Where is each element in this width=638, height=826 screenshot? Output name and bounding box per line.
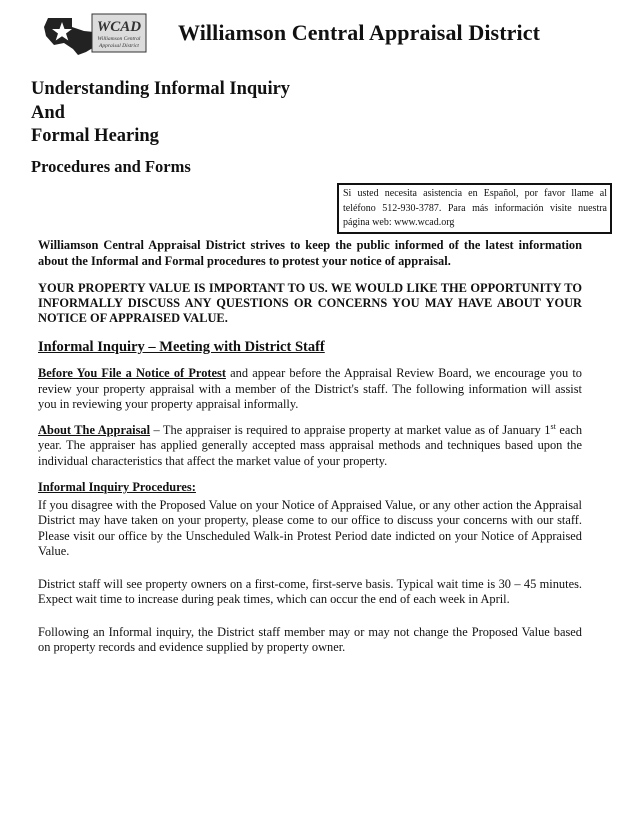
header-title: Williamson Central Appraisal District — [178, 20, 541, 45]
spanish-notice-box: Si usted necesita asistencia en Español, por favor llame al teléfono 512-930-3787. Para más información visite nuestra página web: www.wcad.org — [337, 183, 612, 234]
subtitle: Procedures and Forms — [31, 157, 191, 176]
wait-paragraph: District staff will see property owners on a first-come, first-serve basis. Typical wait time is 30 – 45 minutes. Expect wait time to increase during peak times, which can occur the end of each week in April. — [38, 576, 582, 606]
about-appraisal-sup: st — [550, 421, 556, 431]
procedures-heading — [38, 480, 582, 496]
logo-subtitle-2: Appraisal District — [99, 43, 139, 49]
document-title — [31, 78, 290, 149]
title-line-1: Understanding Informal Inquiry — [31, 79, 291, 99]
about-appraisal-lead: About The Appraisal — [38, 422, 151, 437]
before-protest-text: and appear before the Appraisal Review Board, we encourage you to review your property appraisal with a member of the District's staff. The following information will assist you in reviewing your property appraisal informally. — [38, 366, 582, 411]
before-protest-paragraph — [38, 366, 582, 413]
caps-statement: YOUR PROPERTY VALUE IS IMPORTANT TO US. WE WOULD LIKE THE OPPORTUNITY TO INFORMALLY DISCUSS ANY QUESTIONS OR CONCERNS YOU MAY HAVE ABOUT YOUR NOTICE OF APPRAISED VALUE. — [38, 281, 582, 325]
title-line-2: And — [31, 102, 65, 123]
procedures-paragraph: If you disagree with the Proposed Value on your Notice of Appraised Value, or any other action the Appraisal District may have taken on your property, please come to our office to discuss your concerns with our staff. Please visit our office by the Unscheduled Walk-in Protest Period date indicted on your Notice of Appraised Value. — [38, 497, 582, 558]
texas-map-icon — [44, 18, 96, 55]
document-body — [38, 238, 582, 656]
wcad-logo — [42, 12, 150, 56]
about-appraisal-text-2: each year. The appraiser has applied generally accepted mass appraisal methods and techniques based upon the individual characteristics that affect the market value of your property. — [38, 422, 583, 468]
logo-text: WCAD — [96, 19, 142, 35]
about-appraisal-text-1: – The appraiser is required to appraise property at market value as of January 1 — [150, 422, 551, 437]
about-appraisal-paragraph — [38, 423, 582, 470]
before-protest-lead: Before You File a Notice of Protest — [38, 366, 226, 380]
title-line-3: Formal Hearing — [31, 126, 159, 146]
procedures-heading-text: Informal Inquiry Procedures: — [38, 480, 196, 494]
intro-paragraph: Williamson Central Appraisal District strives to keep the public informed of the latest information about the Informal and Formal procedures to protest your notice of appraisal. — [38, 238, 582, 268]
logo-subtitle-1: Williamson Central — [97, 36, 141, 42]
following-paragraph: Following an Informal inquiry, the District staff member may or may not change the Proposed Value based on property records and evidence supplied by property owner. — [38, 624, 582, 654]
section-heading: Informal Inquiry – Meeting with District Staff — [38, 339, 325, 355]
